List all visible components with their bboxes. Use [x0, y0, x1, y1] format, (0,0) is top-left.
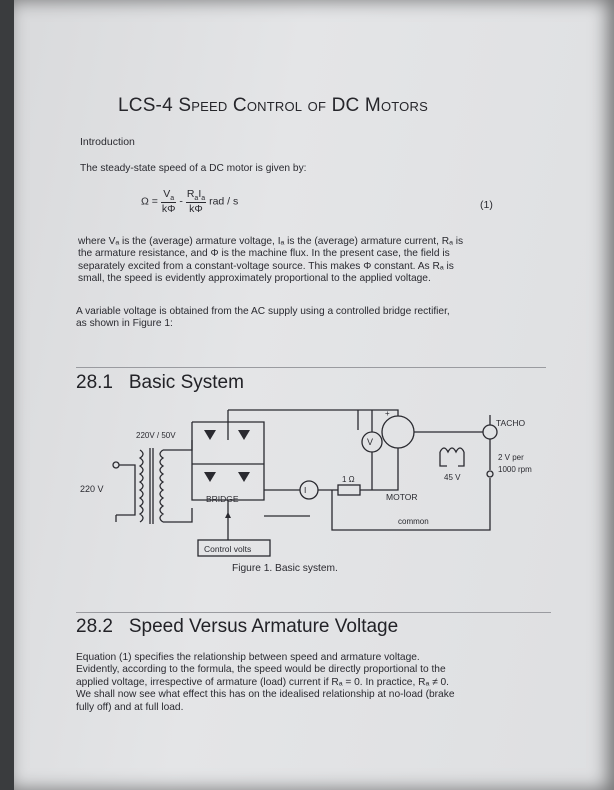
- paragraph-speed-voltage: Equation (1) specifies the relationship between speed and armature voltage. Evidently, according to the formula, the speed would be directly proportional to the applied voltage, irrespective of armature (load) current if Rₐ = 0. In practice, Rₐ ≠ 0. We shall now see what effect this has on the idealised relationship at no-load (brake fully off) and at full load.: [76, 652, 455, 713]
- svg-text:common: common: [398, 517, 429, 526]
- section-heading-speed-vs-voltage: 28.2 Speed Versus Armature Voltage: [76, 616, 399, 637]
- svg-text:I: I: [304, 485, 307, 495]
- svg-text:TACHO: TACHO: [496, 418, 526, 428]
- svg-text:BRIDGE: BRIDGE: [206, 494, 239, 504]
- svg-text:45 V: 45 V: [444, 473, 461, 482]
- paragraph-definitions: where Vₐ is the (average) armature voltage, Iₐ is the (average) armature current, Rₐ is the armature resistance, and Φ is the machine flux. In the present case, the field is separately excited from a constant-voltage source. This makes Φ constant. As Rₐ is small, the speed is evidently approximately proportional to the applied voltage.: [78, 236, 464, 285]
- svg-text:MOTOR: MOTOR: [386, 492, 418, 502]
- svg-text:1000 rpm: 1000 rpm: [498, 465, 532, 474]
- svg-text:220 V: 220 V: [80, 484, 104, 494]
- svg-text:2 V per: 2 V per: [498, 453, 524, 462]
- figure-caption: Figure 1. Basic system.: [232, 563, 338, 574]
- svg-text:Control volts: Control volts: [204, 544, 252, 554]
- svg-text:1 Ω: 1 Ω: [342, 475, 355, 484]
- svg-text:+: +: [385, 409, 390, 418]
- speed-equation: Ω = $\frac{V_a}{k\Phi}$ - $\frac{R_aI_a}{k\Phi}$ rad / s: [141, 188, 239, 216]
- svg-text:V: V: [367, 437, 374, 447]
- svg-text:220V / 50V: 220V / 50V: [136, 431, 176, 440]
- section-rule-2: [76, 612, 551, 613]
- section-rule: [76, 367, 546, 368]
- page-title: LCS-4 Speed Control of DC Motors: [118, 95, 428, 116]
- equation-number: (1): [480, 199, 493, 211]
- basic-system-diagram: [80, 400, 550, 585]
- intro-heading: Introduction: [80, 136, 135, 148]
- document-page: [14, 0, 614, 790]
- paragraph-rectifier: A variable voltage is obtained from the AC supply using a controlled bridge rectifier, as shown in Figure 1:: [76, 306, 450, 330]
- intro-lead: The steady-state speed of a DC motor is given by:: [80, 163, 307, 174]
- section-heading-basic-system: 28.1 Basic System: [76, 372, 244, 393]
